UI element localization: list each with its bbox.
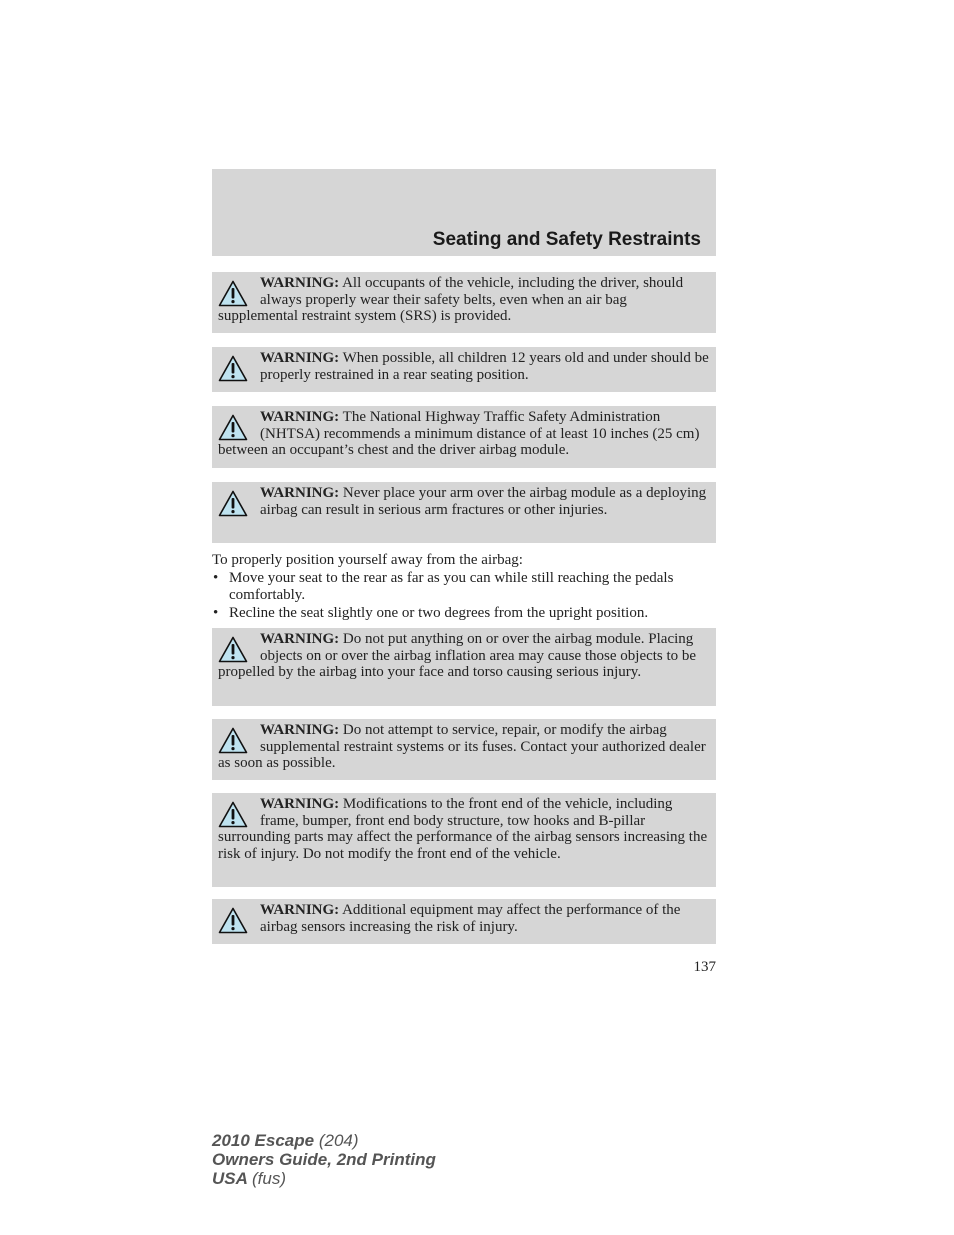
- document-footer: [212, 1131, 436, 1188]
- warning-body: Do not put anything on or over the airbag module. Placing objects on or over the airbag inflation area may cause those objects to be propelled by the airbag into your face and torso causing serious injury.: [218, 631, 697, 680]
- warning-body: Modifications to the front end of the vehicle, including frame, bumper, front end body structure, tow hooks and B-pillar surrounding parts may affect the performance of the airbag sensors increasing the risk of injury. Do not modify the front end of the vehicle.: [218, 796, 708, 862]
- warning-text: [218, 350, 709, 383]
- bullet-list: [212, 570, 716, 623]
- warning-box: [212, 719, 716, 780]
- warning-label: WARNING:: [260, 409, 340, 425]
- warning-text: [218, 485, 709, 518]
- warning-label: WARNING:: [260, 796, 340, 812]
- warning-box: [212, 272, 716, 333]
- footer-line-region: [212, 1169, 436, 1188]
- footer-model: 2010 Escape: [212, 1131, 315, 1150]
- warning-label: WARNING:: [260, 275, 340, 291]
- section-header: [212, 169, 716, 256]
- warning-text: [218, 796, 709, 862]
- warning-body: Never place your arm over the airbag module as a deploying airbag can result in serious arm fractures or other injuries.: [260, 485, 707, 518]
- footer-line-model: [212, 1131, 436, 1150]
- warning-label: WARNING:: [260, 485, 340, 501]
- warning-triangle-icon: [218, 414, 250, 442]
- warning-text: [218, 631, 709, 681]
- list-item: • Recline the seat slightly one or two degrees from the upright position.: [212, 605, 716, 623]
- body-intro: To properly position yourself away from the airbag:: [212, 552, 523, 568]
- section-title: Seating and Safety Restraints: [432, 229, 701, 250]
- warning-body: All occupants of the vehicle, including the driver, should always properly wear their safety belts, even when an air bag supplemental restraint system (SRS) is provided.: [218, 275, 684, 324]
- warning-triangle-icon: [218, 490, 250, 518]
- warning-box: [212, 899, 716, 944]
- warning-label: WARNING:: [260, 631, 340, 647]
- warning-label: WARNING:: [260, 722, 340, 738]
- warning-triangle-icon: [218, 280, 250, 308]
- list-item: • Move your seat to the rear as far as you can while still reaching the pedals comfortably.: [212, 570, 716, 605]
- warning-body: When possible, all children 12 years old and under should be properly restrained in a rear seating position.: [260, 350, 709, 383]
- warning-label: WARNING:: [260, 350, 340, 366]
- footer-region: USA: [212, 1169, 248, 1188]
- body-section: [212, 552, 716, 622]
- warning-box: [212, 482, 716, 543]
- warning-body: Do not attempt to service, repair, or modify the airbag supplemental restraint systems or its fuses. Contact your authorized dealer as soon as possible.: [218, 722, 706, 771]
- footer-model-code: (204): [318, 1131, 359, 1150]
- warning-label: WARNING:: [260, 902, 340, 918]
- warning-text: [218, 902, 709, 935]
- warning-box: [212, 406, 716, 468]
- warning-triangle-icon: [218, 355, 250, 383]
- warning-text: [218, 275, 709, 325]
- warning-box: [212, 793, 716, 887]
- warning-box: [212, 628, 716, 706]
- warning-triangle-icon: [218, 727, 250, 755]
- warning-body: The National Highway Traffic Safety Administration (NHTSA) recommends a minimum distance of at least 10 inches (25 cm) between an occupant’s chest and the driver airbag module.: [218, 409, 700, 458]
- warning-text: [218, 722, 709, 772]
- warning-triangle-icon: [218, 636, 250, 664]
- page-number: 137: [693, 959, 716, 975]
- warning-triangle-icon: [218, 801, 250, 829]
- footer-region-code: (fus): [252, 1169, 286, 1188]
- warning-box: [212, 347, 716, 392]
- footer-guide: Owners Guide, 2nd Printing: [212, 1150, 436, 1169]
- warning-text: [218, 409, 709, 459]
- warning-body: Additional equipment may affect the performance of the airbag sensors increasing the risk of injury.: [260, 902, 681, 935]
- warning-triangle-icon: [218, 907, 250, 935]
